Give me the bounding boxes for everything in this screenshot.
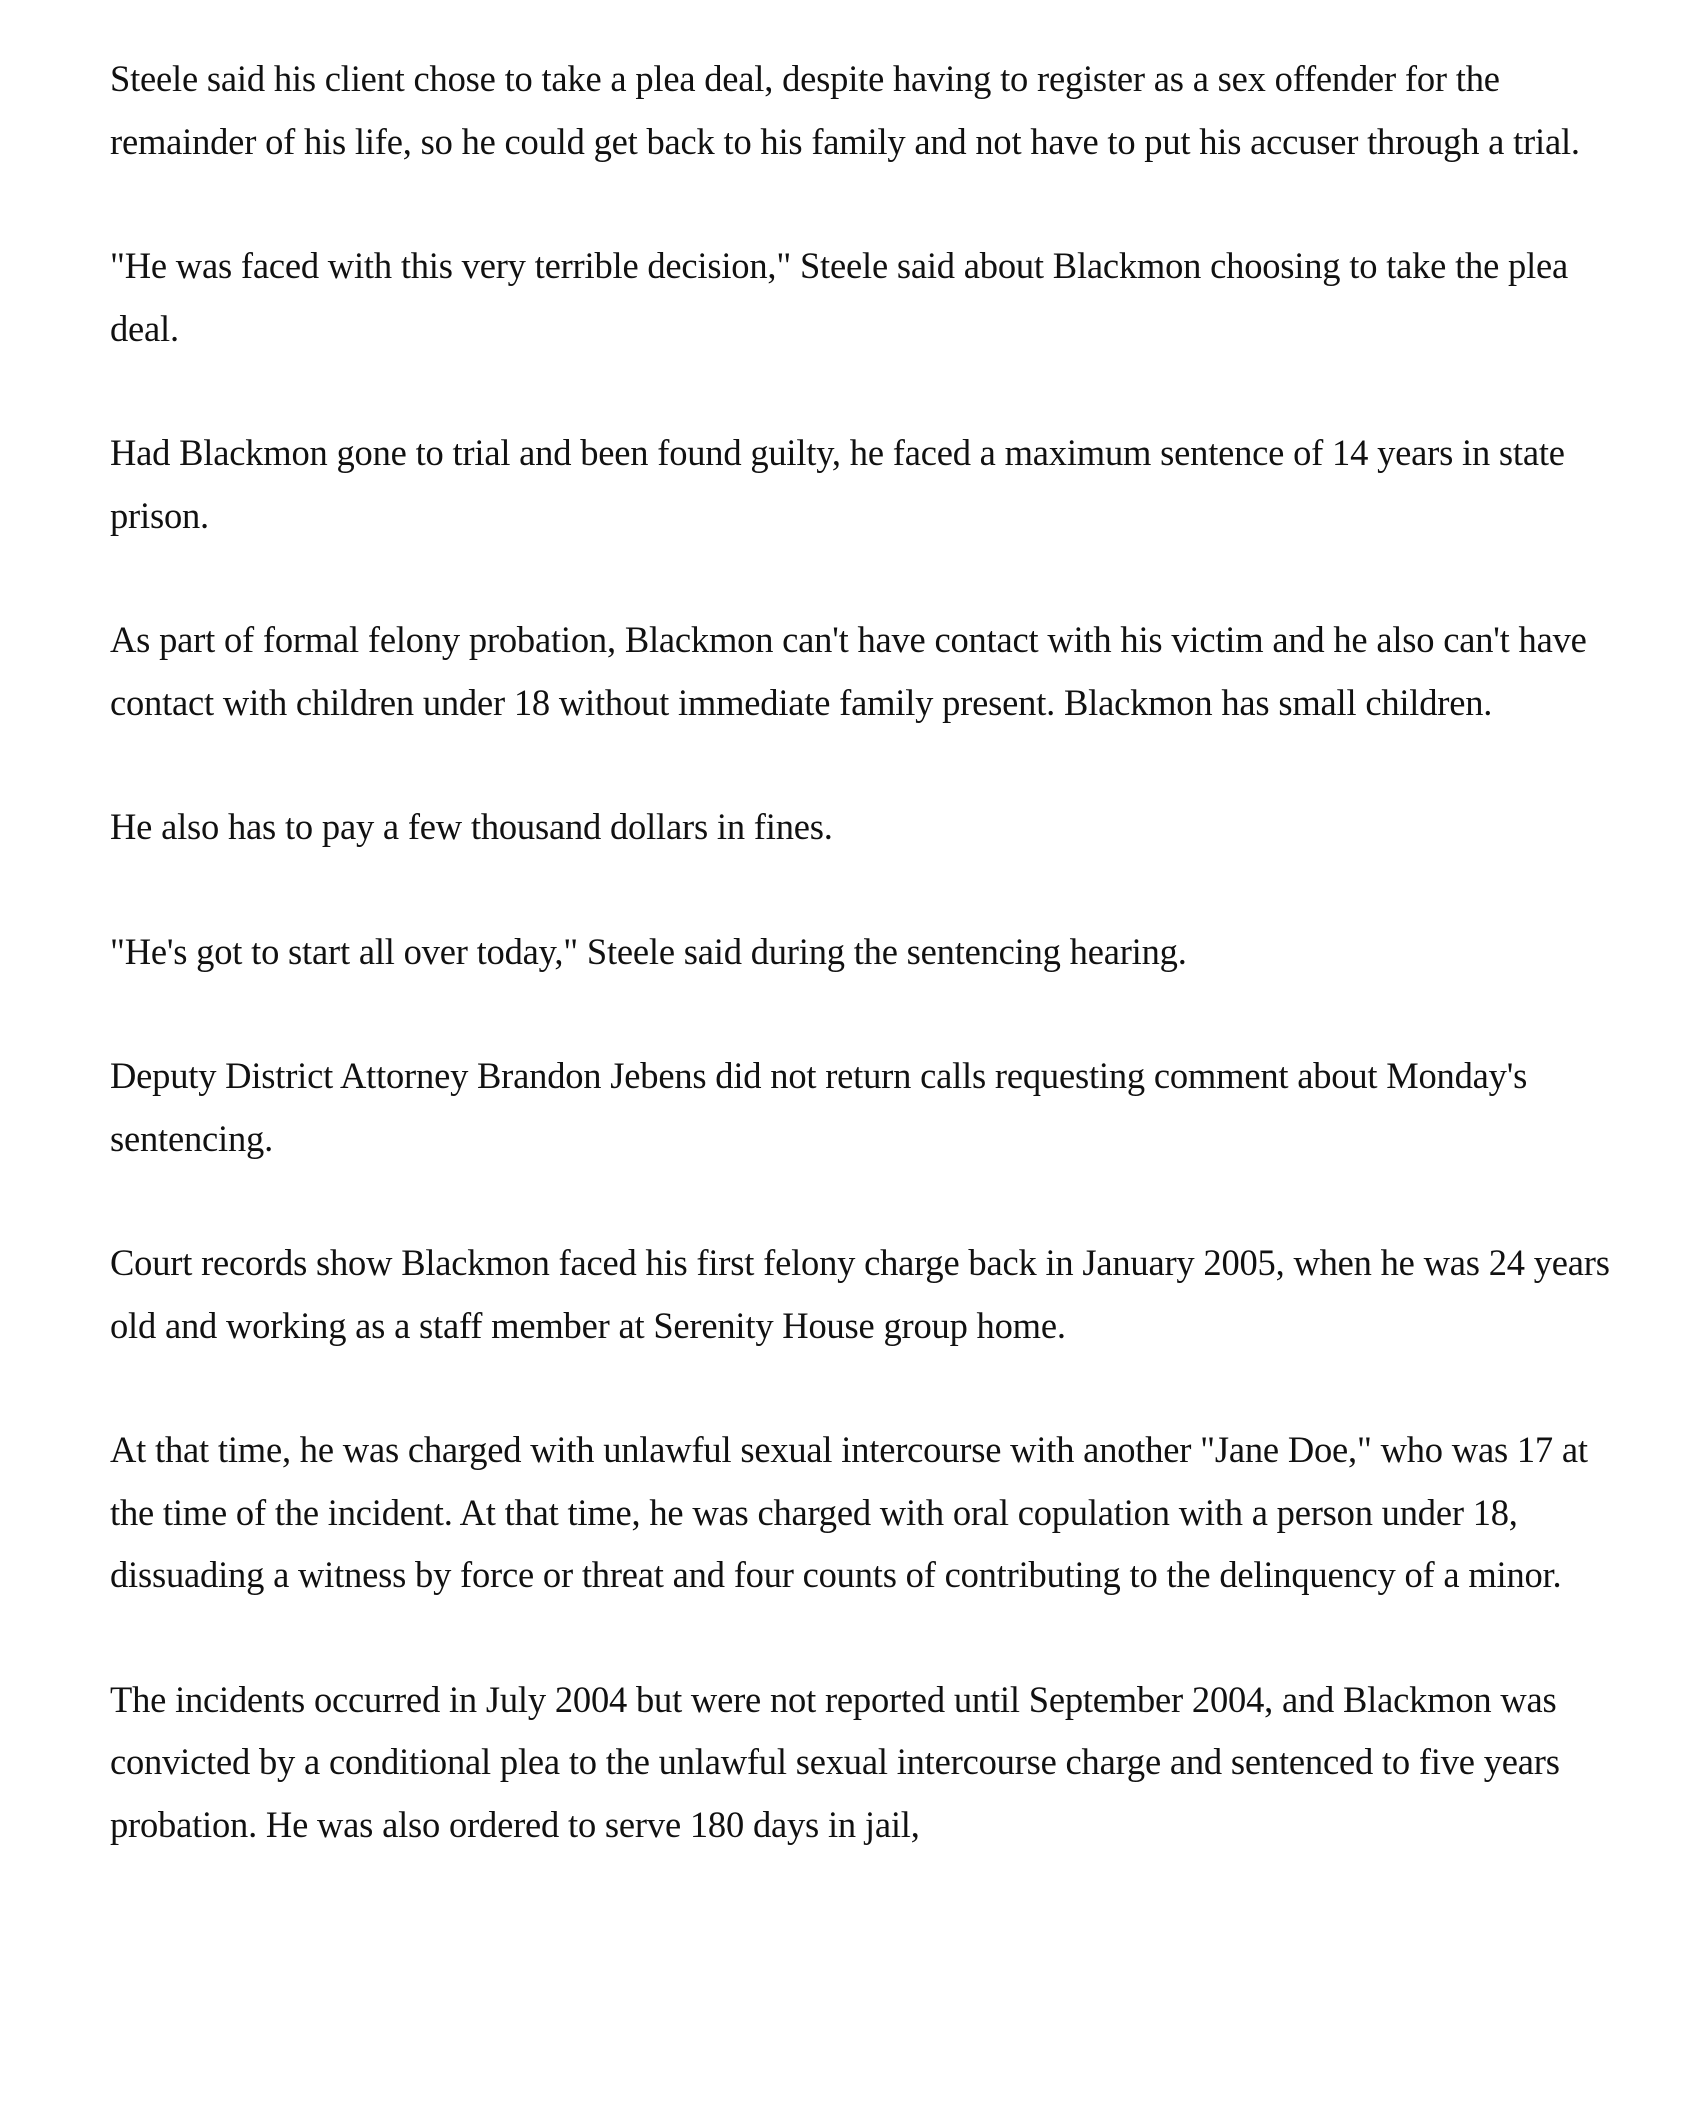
paragraph-maximum-sentence: Had Blackmon gone to trial and been found guilty, he faced a maximum sentence of 14 years in state prison. [110,432,1565,536]
paragraph-fines: He also has to pay a few thousand dollars in fines. [110,806,833,847]
paragraph-terrible-decision-quote: "He was faced with this very terrible decision," Steele said about Blackmon choosing to take the plea deal. [110,245,1569,349]
paragraph-prior-charges: At that time, he was charged with unlawful sexual intercourse with another "Jane Doe," who was 17 at the time of the incident. At that time, he was charged with oral copulation with a person under 18, dissuading a witness by force or threat and four counts of contributing to the delinquency of a minor. [110,1429,1588,1595]
paragraph-probation-terms: As part of formal felony probation, Blackmon can't have contact with his victim and he also can't have contact with children under 18 without immediate family present. Blackmon has small children. [110,619,1587,723]
paragraph-prior-conviction: The incidents occurred in July 2004 but were not reported until September 2004, and Blackmon was convicted by a conditional plea to the unlawful sexual intercourse charge and sentenced to five years probation. He was also ordered to serve 180 days in jail, [110,1678,1560,1845]
paragraph-start-over-quote: "He's got to start all over today," Steele said during the sentencing hearing. [110,930,1187,972]
paragraph-plea-deal: Steele said his client chose to take a plea deal, despite having to register as a sex offender for the remainder of his life, so he could get back to his family and not have to put his accuser through a trial. [110,58,1580,162]
article-body [110,48,1610,1918]
paragraph-court-records: Court records show Blackmon faced his first felony charge back in January 2005, when he was 24 years old and working as a staff member at Serenity House group home. [110,1242,1610,1346]
paragraph-district-attorney: Deputy District Attorney Brandon Jebens did not return calls requesting comment about Monday's sentencing. [110,1055,1528,1159]
